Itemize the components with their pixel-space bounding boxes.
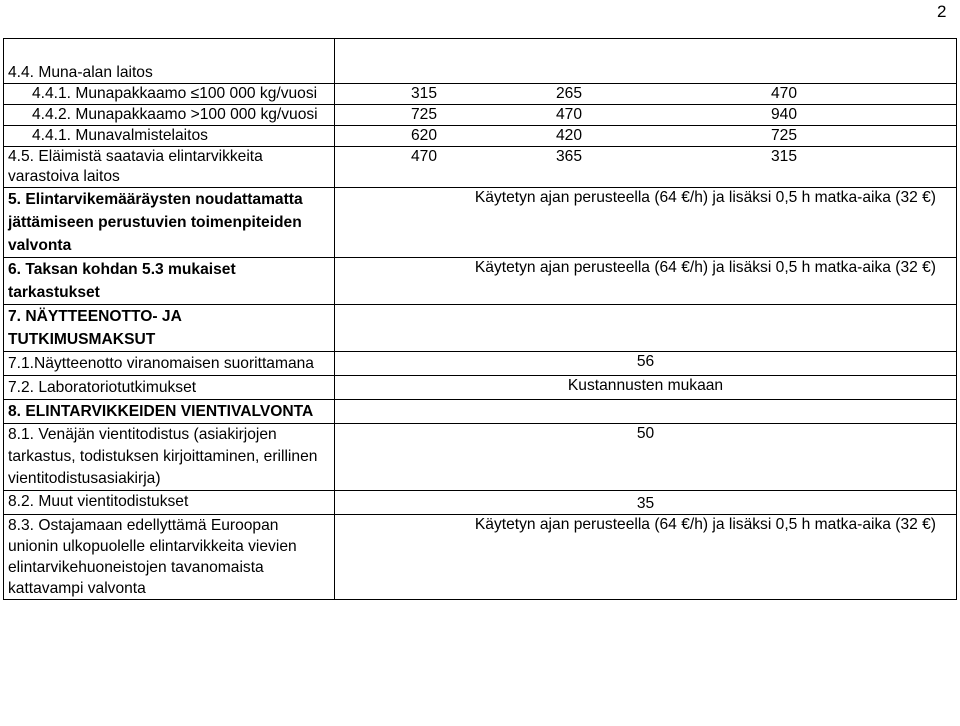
- row-label: 4.4.2. Munapakkaamo >100 000 kg/vuosi: [4, 105, 335, 126]
- row-value: 56: [335, 352, 957, 376]
- row-label: 7.1.Näytteenotto viranomaisen suorittamana: [4, 352, 335, 376]
- table-row: [4, 515, 957, 600]
- value-cell: 315: [410, 85, 438, 102]
- row-value: 35: [335, 491, 957, 515]
- value-cell: 265: [555, 85, 583, 102]
- row-label: 4.4. Muna-alan laitos: [4, 63, 335, 84]
- table-row: [4, 84, 957, 105]
- row-label: 8.1. Venäjän vientitodistus (asiakirjojen tarkastus, todistuksen kirjoittaminen, erillinen vientitodistusasiakirja): [4, 424, 335, 491]
- row-label: 8.3. Ostajamaan edellyttämä Euroopan unionin ulkopuolelle elintarvikkeita vievien elintarvikehuoneistojen tavanomaista kattavampi valvonta: [4, 515, 335, 600]
- table-row: [4, 63, 957, 84]
- table-row: [4, 376, 957, 400]
- value-cell: 420: [555, 127, 583, 144]
- row-label: 8.2. Muut vientitodistukset: [4, 491, 335, 515]
- value-cell: 365: [555, 148, 583, 165]
- table-row: [4, 105, 957, 126]
- value-cell: 315: [770, 148, 798, 165]
- row-label: 8. ELINTARVIKKEIDEN VIENTIVALVONTA: [4, 400, 335, 424]
- row-label: 6. Taksan kohdan 5.3 mukaiset tarkastukset: [4, 258, 335, 305]
- row-note: Käytetyn ajan perusteella (64 €/h) ja lisäksi 0,5 h matka-aika (32 €): [335, 515, 957, 600]
- table-row: [4, 352, 957, 376]
- fee-table: [3, 38, 957, 600]
- row-note: Käytetyn ajan perusteella (64 €/h) ja lisäksi 0,5 h matka-aika (32 €): [335, 258, 957, 305]
- row-value: Kustannusten mukaan: [335, 376, 957, 400]
- table-row: [4, 424, 957, 491]
- row-label: 4.4.1. Munapakkaamo ≤100 000 kg/vuosi: [4, 84, 335, 105]
- page-number: 2: [937, 2, 947, 21]
- table-row: [4, 258, 957, 305]
- row-value: 50: [335, 424, 957, 491]
- value-cell: 725: [410, 106, 438, 123]
- table-row: [4, 188, 957, 258]
- row-label: 7. NÄYTTEENOTTO- JA TUTKIMUSMAKSUT: [4, 305, 335, 352]
- table-row: [4, 400, 957, 424]
- table-row: [4, 491, 957, 515]
- table-row: [4, 305, 957, 352]
- table-row: [4, 126, 957, 147]
- value-cell: 470: [770, 85, 798, 102]
- value-cell: 725: [770, 127, 798, 144]
- row-label: 4.4.1. Munavalmistelaitos: [4, 126, 335, 147]
- row-label: 4.5. Eläimistä saatavia elintarvikkeita varastoiva laitos: [4, 147, 335, 188]
- row-label: 7.2. Laboratoriotutkimukset: [4, 376, 335, 400]
- row-note: Käytetyn ajan perusteella (64 €/h) ja lisäksi 0,5 h matka-aika (32 €): [335, 188, 957, 258]
- table-spacer-row: [4, 39, 957, 64]
- value-cell: 940: [770, 106, 798, 123]
- row-label: 5. Elintarvikemääräysten noudattamatta jättämiseen perustuvien toimenpiteiden valvonta: [4, 188, 335, 258]
- value-cell: 470: [555, 106, 583, 123]
- value-cell: 470: [410, 148, 438, 165]
- table-row: [4, 147, 957, 188]
- value-cell: 620: [410, 127, 438, 144]
